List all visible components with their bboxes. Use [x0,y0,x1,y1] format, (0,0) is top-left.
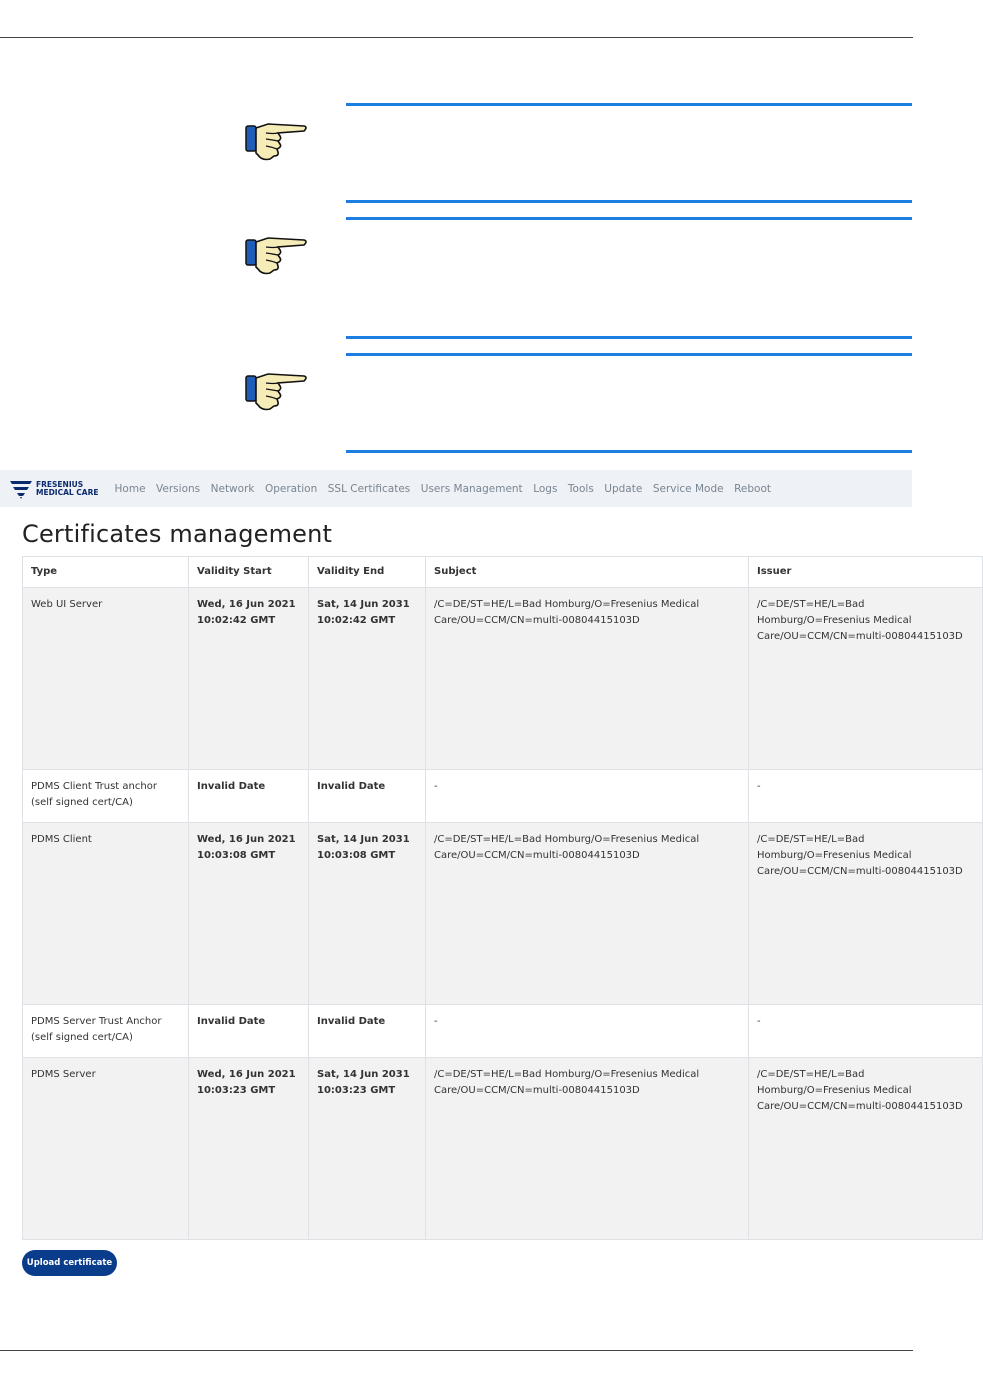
table-row [23,823,983,1005]
cell-issuer: /C=DE/ST=HE/L=Bad Homburg/O=Fresenius Medical Care/OU=CCM/CN=multi-00804415103D [749,1058,983,1240]
cell-subject: /C=DE/ST=HE/L=Bad Homburg/O=Fresenius Medical Care/OU=CCM/CN=multi-00804415103D [426,823,749,1005]
cell-validity-end: Invalid Date [309,1005,426,1058]
cell-validity-end: Invalid Date [309,770,426,823]
column-header-validity-end: Validity End [309,557,426,588]
header-rule [0,37,913,38]
cell-type: Web UI Server [23,588,189,770]
cell-subject: - [426,1005,749,1058]
page-title: Certificates management [22,520,333,548]
brand-line-2: MEDICAL CARE [36,487,99,497]
nav-ssl-certificates[interactable]: SSL Certificates [327,482,411,495]
note-block-3 [346,353,912,453]
cell-issuer: - [749,1005,983,1058]
cell-issuer: /C=DE/ST=HE/L=Bad Homburg/O=Fresenius Medical Care/OU=CCM/CN=multi-00804415103D [749,823,983,1005]
nav-versions[interactable]: Versions [156,482,201,495]
cell-type: PDMS Client [23,823,189,1005]
cell-type: PDMS Server Trust Anchor (self signed cert/CA) [23,1005,189,1058]
table-row [23,1058,983,1240]
upload-certificate-button[interactable]: Upload certificate [22,1250,117,1276]
table-row [23,1005,983,1058]
note-block-1 [346,103,912,203]
cell-validity-start: Wed, 16 Jun 2021 10:02:42 GMT [189,588,309,770]
nav-service-mode[interactable]: Service Mode [652,482,724,495]
cell-issuer: /C=DE/ST=HE/L=Bad Homburg/O=Fresenius Medical Care/OU=CCM/CN=multi-00804415103D [749,588,983,770]
nav-home[interactable]: Home [114,482,146,495]
cell-issuer: - [749,770,983,823]
cell-subject: - [426,770,749,823]
note-block-2 [346,217,912,339]
nav-network[interactable]: Network [210,482,255,495]
pointing-hand-icon [244,119,310,163]
pointing-hand-icon [244,369,310,413]
cell-type: PDMS Client Trust anchor (self signed cert/CA) [23,770,189,823]
web-ui-screenshot [0,470,963,1300]
table-header-row [23,557,983,588]
cell-validity-start: Wed, 16 Jun 2021 10:03:08 GMT [189,823,309,1005]
pointing-hand-icon [244,233,310,277]
brand-wordmark [36,481,99,497]
cell-subject: /C=DE/ST=HE/L=Bad Homburg/O=Fresenius Medical Care/OU=CCM/CN=multi-00804415103D [426,1058,749,1240]
nav-logs[interactable]: Logs [533,482,558,495]
column-header-type: Type [23,557,189,588]
cell-type: PDMS Server [23,1058,189,1240]
brand-line-1: FRESENIUS [36,479,84,489]
top-navbar [0,470,912,507]
nav-update[interactable]: Update [604,482,643,495]
cell-validity-end: Sat, 14 Jun 2031 10:03:23 GMT [309,1058,426,1240]
cell-subject: /C=DE/ST=HE/L=Bad Homburg/O=Fresenius Medical Care/OU=CCM/CN=multi-00804415103D [426,588,749,770]
certificates-table [22,556,983,1240]
table-row [23,588,983,770]
column-header-issuer: Issuer [749,557,983,588]
nav-users-management[interactable]: Users Management [420,482,523,495]
footer-rule [0,1350,913,1351]
column-header-validity-start: Validity Start [189,557,309,588]
cell-validity-start: Wed, 16 Jun 2021 10:03:23 GMT [189,1058,309,1240]
cell-validity-start: Invalid Date [189,1005,309,1058]
cell-validity-end: Sat, 14 Jun 2031 10:02:42 GMT [309,588,426,770]
nav-reboot[interactable]: Reboot [734,482,772,495]
fresenius-logo-icon [10,479,32,499]
nav-operation[interactable]: Operation [264,482,318,495]
cell-validity-start: Invalid Date [189,770,309,823]
brand-logo[interactable] [10,479,99,499]
cell-validity-end: Sat, 14 Jun 2031 10:03:08 GMT [309,823,426,1005]
table-row [23,770,983,823]
column-header-subject: Subject [426,557,749,588]
nav-tools[interactable]: Tools [567,482,594,495]
